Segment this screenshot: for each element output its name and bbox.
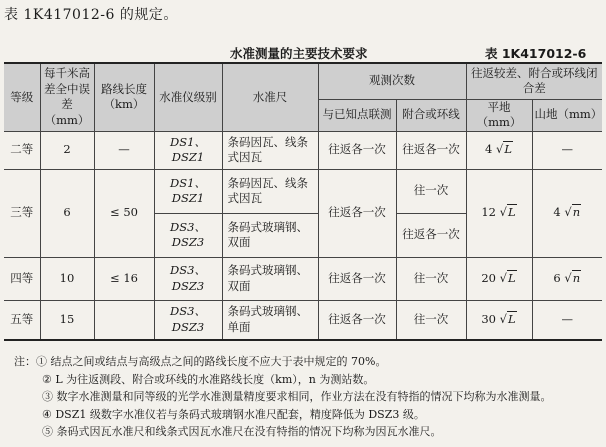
cell-length: — — [94, 131, 154, 169]
cell-length — [94, 300, 154, 340]
table-number: 表 1K417012-6 — [485, 46, 587, 61]
sqrt-formula: 4 √L — [485, 142, 512, 157]
sqrt-formula: 20 √L — [481, 270, 516, 285]
cell-known: 往返各一次 — [318, 257, 396, 300]
cell-length: ≤ 50 — [94, 169, 154, 257]
cell-known: 往返各一次 — [318, 169, 396, 257]
cell-grade: 五等 — [4, 300, 40, 340]
table-title: 水准测量的主要技术要求 — [230, 46, 368, 61]
header-error: 每千米高差全中误差（mm） — [40, 63, 94, 131]
cell-closure: 往一次 — [396, 300, 466, 340]
header-route-length: 路线长度（km） — [94, 63, 154, 131]
cell-error: 6 — [40, 169, 94, 257]
cell-grade: 三等 — [4, 169, 40, 257]
cell-known: 往返各一次 — [318, 300, 396, 340]
note-item: ② L 为往返测段、附合或环线的水准路线长度（km），n 为测站数。 — [42, 372, 375, 386]
table-notes — [14, 353, 552, 441]
table-row — [4, 257, 602, 300]
cell-flat — [466, 169, 532, 257]
cell-error: 15 — [40, 300, 94, 340]
leveling-spec-table — [4, 62, 602, 341]
cell-grade: 二等 — [4, 131, 40, 169]
cell-instrument: DS1、DSZ1 — [154, 169, 222, 213]
cell-closure: 往返各一次 — [396, 213, 466, 257]
sqrt-formula: 4 √n — [553, 205, 581, 220]
cell-flat — [466, 257, 532, 300]
cell-rod: 条码因瓦、线条式因瓦 — [222, 169, 318, 213]
header-obs-closure: 附合或环线 — [396, 99, 466, 131]
note-item: ③ 数字水准测量和同等级的光学水准测量精度要求相同，作业方法在没有特指的情况下均称为水准测量。 — [42, 390, 552, 404]
table-row — [4, 169, 602, 213]
table-row — [4, 300, 602, 340]
header-mountain: 山地（mm） — [532, 99, 602, 131]
header-closure-diff: 往返较差、附合或环线闭合差 — [466, 63, 602, 99]
note-item: 注：① 结点之间或结点与高级点之间的路线长度不应大于表中规定的 70%。 — [14, 355, 387, 368]
header-rod: 水准尺 — [222, 63, 318, 131]
table-row — [4, 131, 602, 169]
sqrt-formula: 6 √n — [553, 270, 581, 285]
sqrt-formula: 12 √L — [481, 205, 516, 220]
cell-closure: 往一次 — [396, 257, 466, 300]
note-item: ④ DSZ1 级数字水准仪若与条码式玻璃钢水准尺配套，精度降低为 DSZ3 级。 — [42, 407, 425, 421]
header-obs-known: 与已知点联测 — [318, 99, 396, 131]
note-item: ⑤ 条码式因瓦水准尺和线条式因瓦水准尺在没有特指的情况下均称为因瓦水准尺。 — [42, 425, 442, 439]
cell-grade: 四等 — [4, 257, 40, 300]
cell-instrument: DS3、DSZ3 — [154, 300, 222, 340]
cell-flat — [466, 300, 532, 340]
cell-closure: 往返各一次 — [396, 131, 466, 169]
notes-label: 注： — [14, 355, 36, 368]
cell-rod: 条码因瓦、线条式因瓦 — [222, 131, 318, 169]
cell-length: ≤ 16 — [94, 257, 154, 300]
cell-instrument: DS3、DSZ3 — [154, 213, 222, 257]
sqrt-formula: 30 √L — [481, 312, 516, 327]
header-instrument: 水准仪级别 — [154, 63, 222, 131]
cell-mountain: — — [532, 131, 602, 169]
cell-rod: 条码式玻璃钢、单面 — [222, 300, 318, 340]
intro-text: 表 1K417012-6 的规定。 — [4, 7, 178, 23]
cell-rod: 条码式玻璃钢、双面 — [222, 257, 318, 300]
cell-known: 往返各一次 — [318, 131, 396, 169]
header-flat: 平地（mm） — [466, 99, 532, 131]
header-grade: 等级 — [4, 63, 40, 131]
cell-instrument: DS3、DSZ3 — [154, 257, 222, 300]
cell-mountain — [532, 169, 602, 257]
cell-mountain — [532, 257, 602, 300]
cell-flat — [466, 131, 532, 169]
cell-error: 10 — [40, 257, 94, 300]
cell-mountain: — — [532, 300, 602, 340]
cell-instrument: DS1、DSZ1 — [154, 131, 222, 169]
cell-closure: 往一次 — [396, 169, 466, 213]
header-observation-times: 观测次数 — [318, 63, 466, 99]
cell-rod: 条码式玻璃钢、双面 — [222, 213, 318, 257]
cell-error: 2 — [40, 131, 94, 169]
